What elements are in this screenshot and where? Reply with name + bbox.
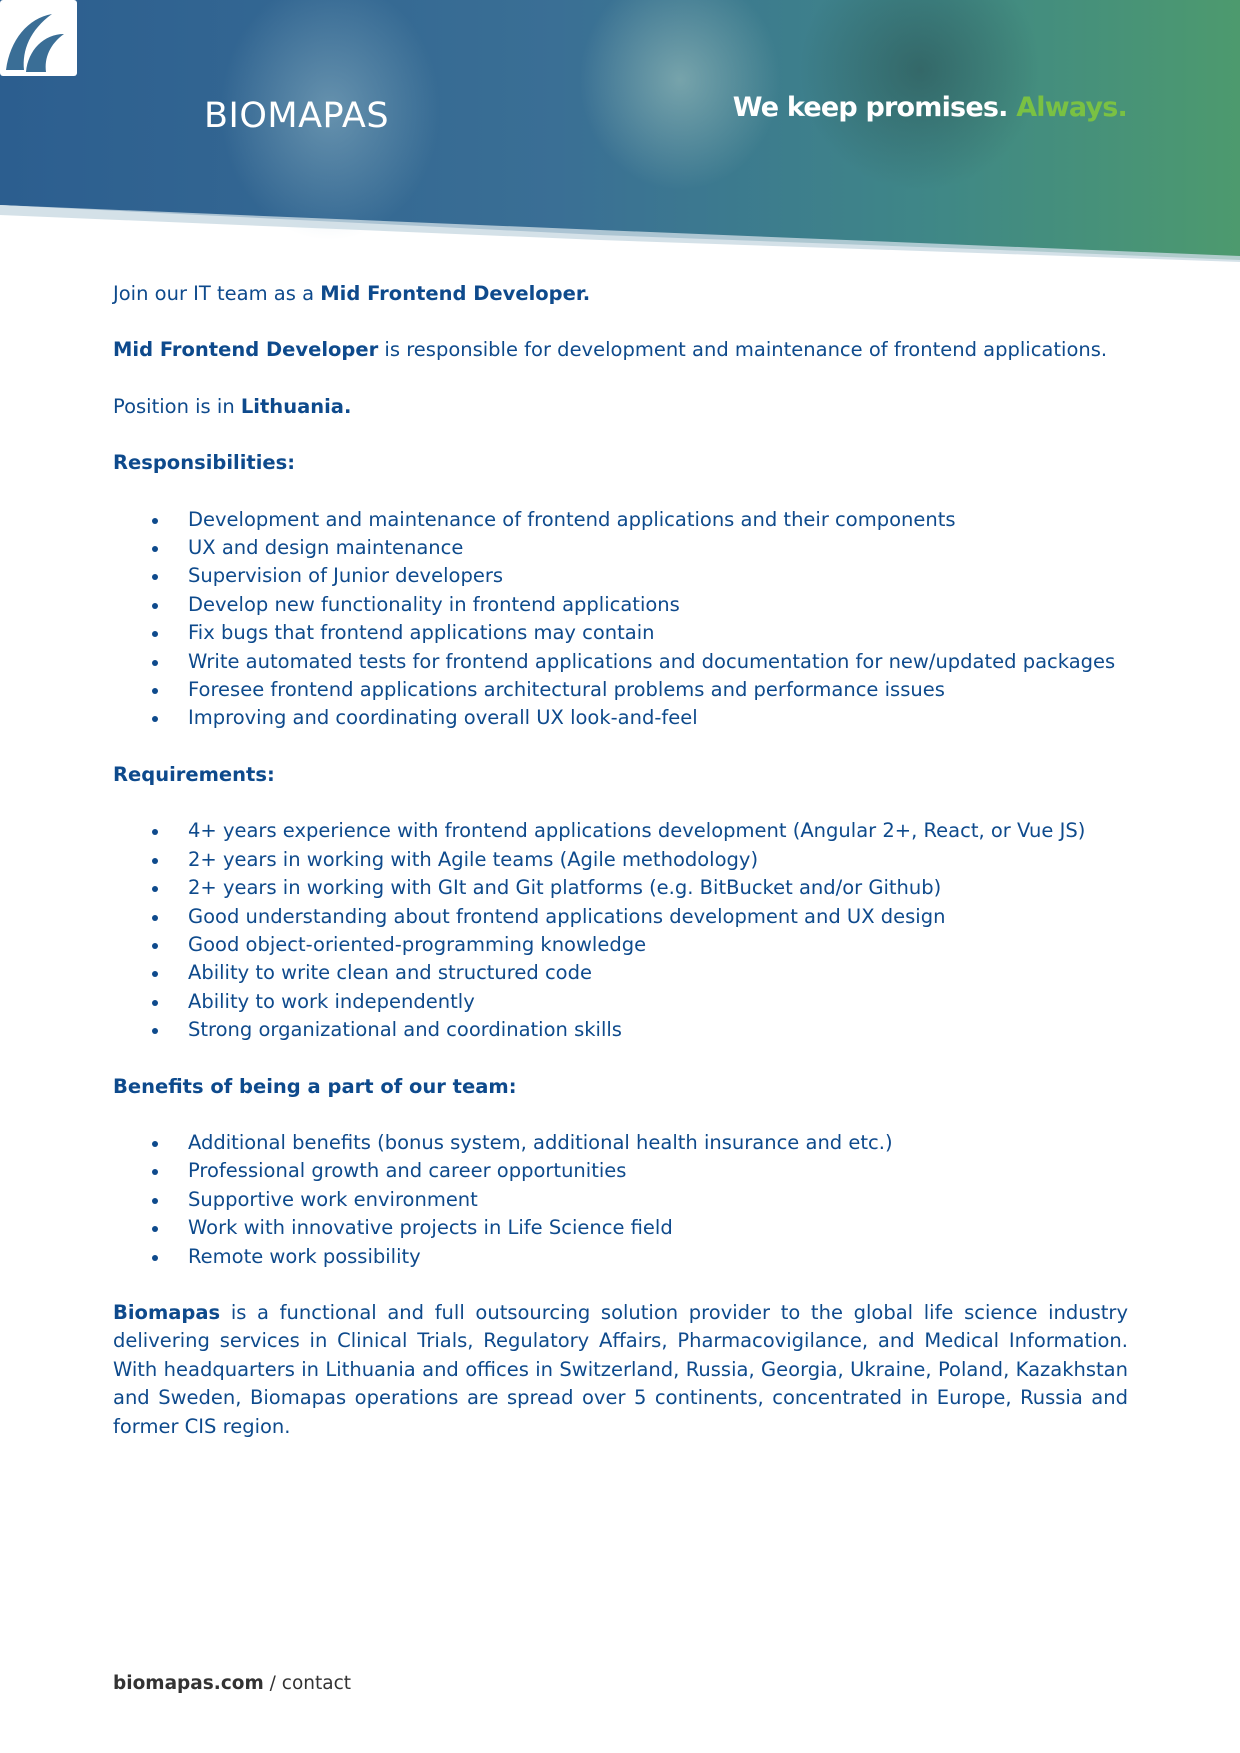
list-item: Ability to work independently <box>113 988 1128 1016</box>
tagline <box>733 92 1127 123</box>
benefits-heading: Benefits of being a part of our team: <box>113 1074 517 1098</box>
list-item: Supportive work environment <box>113 1186 1128 1214</box>
list-item: Work with innovative projects in Life Science field <box>113 1214 1128 1242</box>
list-item: 4+ years experience with frontend applications development (Angular 2+, React, or Vue JS) <box>113 817 1128 845</box>
company-description: Biomapas is a functional and full outsourcing solution provider to the global life science industry delivering services in Clinical Trials, Regulatory Affairs, Pharmacovigilance, and Medical Information. With headquarters in Lithuania and offices in Switzerland, Russia, Georgia, Ukraine, Poland, Kazakhstan and Sweden, Biomapas operations are spread over 5 continents, concentrated in Europe, Russia and former CIS region. <box>113 1300 1128 1438</box>
job-description <box>113 280 1128 1469</box>
role-title: Mid Frontend Developer. <box>320 282 591 305</box>
requirements-list <box>113 817 1128 1044</box>
footer: biomapas.com / contact <box>113 1673 352 1694</box>
list-item: Additional benefits (bonus system, additional health insurance and etc.) <box>113 1129 1128 1157</box>
biomapas-logo-icon <box>0 0 280 80</box>
list-item: Foresee frontend applications architectural problems and performance issues <box>113 676 1128 704</box>
role-summary: Mid Frontend Developer is responsible for development and maintenance of frontend applications. <box>113 338 1108 362</box>
list-item: 2+ years in working with GIt and Git platforms (e.g. BitBucket and/or Github) <box>113 874 1128 902</box>
list-item: Ability to write clean and structured code <box>113 959 1128 987</box>
company-name: Biomapas <box>113 1300 221 1324</box>
list-item: Good understanding about frontend applications development and UX design <box>113 903 1128 931</box>
list-item: Write automated tests for frontend applications and documentation for new/updated packages <box>113 648 1128 676</box>
list-item: Professional growth and career opportunities <box>113 1157 1128 1185</box>
logo-wordmark: BIOMAPAS <box>204 96 390 136</box>
list-item: Fix bugs that frontend applications may contain <box>113 619 1128 647</box>
website-link[interactable]: biomapas.com <box>113 1673 264 1694</box>
tagline-main: We keep promises. <box>732 92 1008 123</box>
responsibilities-heading: Responsibilities: <box>113 451 296 475</box>
list-item: Supervision of Junior developers <box>113 562 1128 590</box>
header-banner <box>0 0 1240 262</box>
list-item: Remote work possibility <box>113 1243 1128 1271</box>
list-item: Strong organizational and coordination skills <box>113 1016 1128 1044</box>
list-item: Good object-oriented-programming knowledge <box>113 931 1128 959</box>
intro-line: Join our IT team as a Mid Frontend Developer. <box>113 282 591 305</box>
location: Lithuania. <box>240 394 352 418</box>
list-item: Improving and coordinating overall UX look-and-feel <box>113 704 1128 732</box>
list-item: Develop new functionality in frontend applications <box>113 591 1128 619</box>
list-item: 2+ years in working with Agile teams (Agile methodology) <box>113 846 1128 874</box>
list-item: Development and maintenance of frontend applications and their components <box>113 506 1128 534</box>
tagline-accent: Always. <box>1016 92 1127 123</box>
responsibilities-list <box>113 506 1128 733</box>
benefits-list <box>113 1129 1128 1271</box>
requirements-heading: Requirements: <box>113 762 275 786</box>
contact-link[interactable]: contact <box>281 1673 352 1694</box>
location-line: Position is in Lithuania. <box>113 394 352 418</box>
list-item: UX and design maintenance <box>113 534 1128 562</box>
